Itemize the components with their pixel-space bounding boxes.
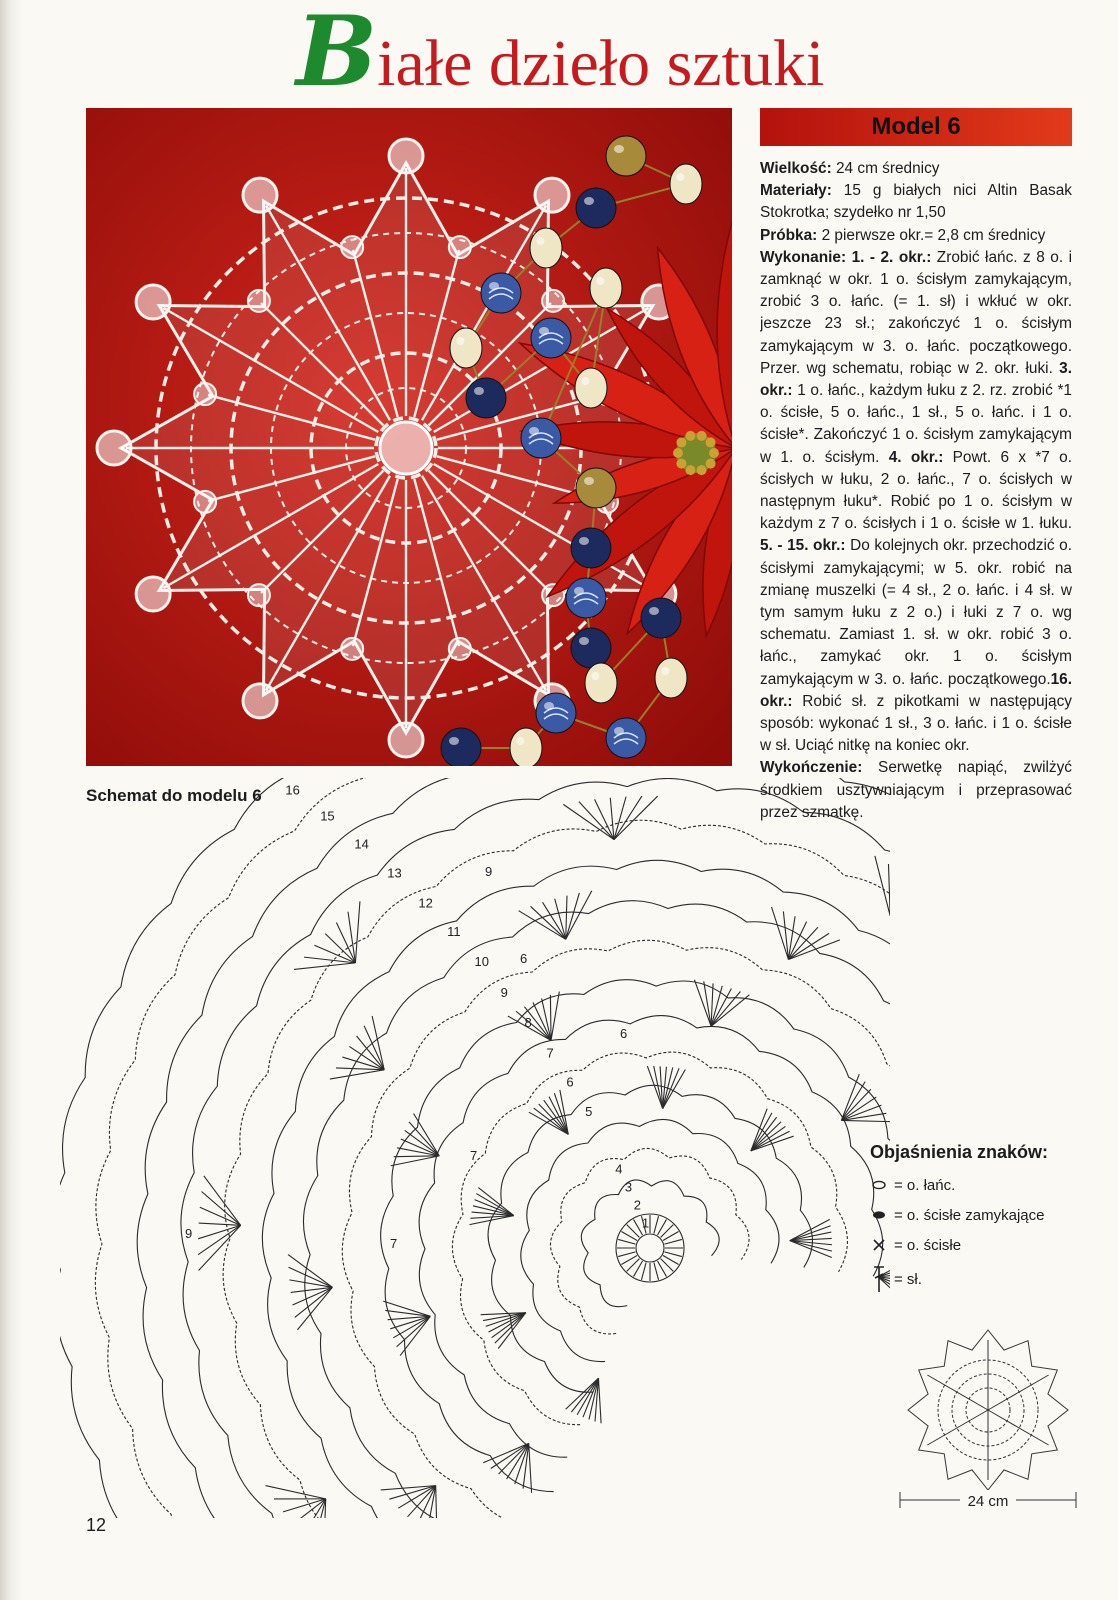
round-number-label: 4 [615,1161,623,1177]
double-crochet-t-icon [868,1264,890,1294]
round-number-label: 2 [633,1197,642,1213]
round-number-label: 7 [546,1045,554,1061]
legend-item-label: = sł. [894,1270,922,1288]
round-number-label: 12 [418,895,433,911]
materials-paragraph: Materiały: 15 g białych nici Altin Basak Stokrotka; szydełko nr 1,50 [760,182,1072,222]
chain-oval-icon [868,1180,890,1190]
sample-paragraph: Próbka: 2 pierwsze okr.= 2,8 cm średnicy [760,226,1046,244]
round-number-label: 14 [354,836,369,852]
arch-count-label: 6 [620,1026,628,1041]
doily-thumbnail-diagram [898,1322,1078,1522]
doily-photo-illustration [86,108,732,766]
legend-item-label: = o. ścisłe zamykające [894,1206,1045,1224]
round-number-label: 11 [447,924,461,940]
doily-photo [86,108,732,766]
round-number-label: 16 [285,782,300,798]
legend-item-label: = o. ścisłe [894,1236,962,1254]
instructions-text [760,158,1072,824]
round-number-label: 10 [474,954,489,970]
round-number-label: 3 [624,1179,633,1195]
single-crochet-cross-icon [868,1237,890,1253]
crochet-chart-diagram [60,778,890,1518]
title-initial: B [296,0,378,108]
legend-item-label: = o. łańc. [894,1176,956,1194]
size-paragraph: Wielkość: 24 cm średnicy [760,160,940,177]
round-number-label: 6 [566,1074,574,1090]
page-title [296,0,996,108]
finishing-paragraph: Wykończenie: Serwetkę napiąć, zwilżyć środkiem usztywniającym i przeprasować przez szmatkę. [760,759,1072,821]
title-text: iałe dzieło sztuki [377,27,825,100]
legend-title: Objaśnienia znaków: [870,1142,1049,1162]
legend-item-single-crochet [868,1232,1088,1258]
arch-count-label: 9 [185,1226,193,1241]
model-header: Model 6 [760,108,1072,146]
legend-item-chain [868,1172,1088,1198]
page-spine-shadow [0,0,22,1600]
arch-count-label: 6 [520,951,528,966]
round-number-label: 13 [387,865,402,881]
arch-count-label: 9 [485,864,493,879]
schema-title: Schemat do modelu 6 [86,786,262,805]
arch-count-label: 7 [390,1236,398,1251]
arch-count-label: 7 [470,1148,478,1163]
round-number-label: 1 [641,1215,650,1231]
round-number-label: 9 [500,985,508,1001]
round-number-label: 8 [524,1015,532,1031]
legend [868,1172,1088,1300]
thumbnail-dimension-label: 24 cm [967,1493,1009,1510]
slip-stitch-dot-icon [868,1210,890,1220]
page-number: 12 [86,1515,107,1535]
execution-paragraph: Wykonanie: 1. - 2. okr.: Zrobić łańc. z 8 o. i zamknąć w okr. 1 o. ścisłym zamykającym, zrobić 3 o. łańc. (= 1. sł) i wkłuć w okr. jeszcze 23 sł.; zakończyć 1 o. ścisłym zamykającym w 3. o. łańc. początkowego. Przer. wg schematu, robiąc w 2. okr. łuki. 3. okr.: 1 o. łańc., każdym łuku z 2. rz. zrobić *1 o. ścisłe, 5 o. łańc., 1 sł., 5 o. łańc. i 1 o. ścisłe*. Zakończyć 1 o. ścisłym zamykającym w 1. o. ścisłym. 4. okr.: Powt. 6 x *7 o. ścisłych w łuku, 2 o. łańc., 7 o. ścisłych w następnym łuku*. Robić po 1 o. ścisłym w każdym z 7 o. ścisłych i 1 o. ścisłe w 1. łuku. 5. - 15. okr.: Do kolejnych okr. przechodzić o. ścisłymi zamykającymi; w 5. okr. robić na zmianę muszelki (= 4 sł., 2 o. łańc. i 4 sł. w tym samym łuku z 2 o.) i łuki z 7 o. wg schematu. Zamiast 1. sł. w okr. robić 3 o. łańc., zamykać okr. 1 o. ścisłym zamykającym w 3. o. łańc. początkowego.16. okr.: Robić sł. z pikotkami w następujący sposób: wykonać 1 sł., 3 o. łańc. i 1 o. ścisłe w sł. Uciąć nitkę na koniec okr. [760,248,1072,755]
round-number-label: 15 [320,808,335,824]
legend-item-slip-stitch [868,1202,1088,1228]
legend-item-double-crochet [868,1262,1088,1296]
round-number-label: 5 [585,1104,593,1120]
